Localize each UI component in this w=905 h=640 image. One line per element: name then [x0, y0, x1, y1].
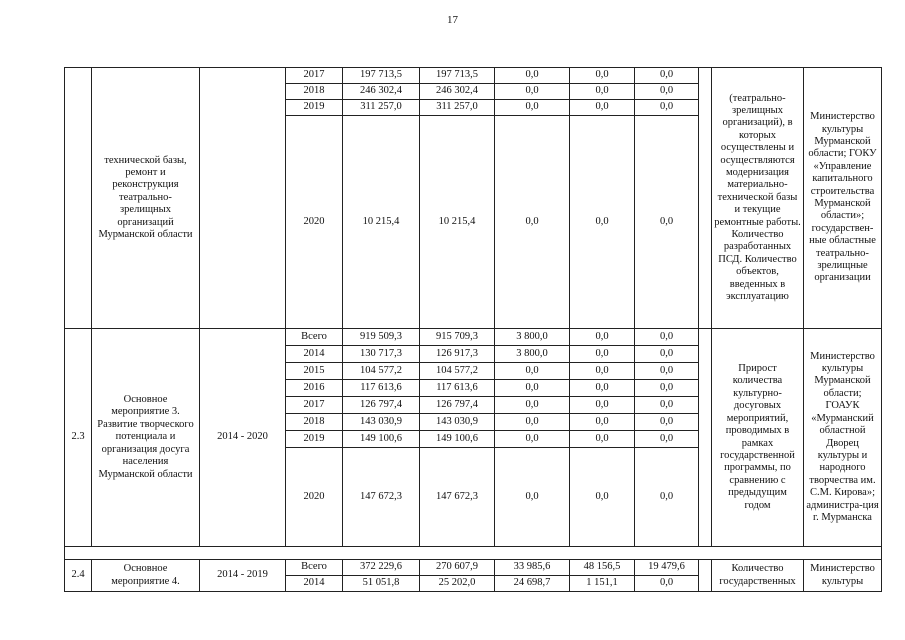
total-cell: 10 215,4 [343, 116, 420, 329]
table-gap [65, 547, 882, 560]
local-cell: 1 151,1 [570, 576, 635, 592]
executor-cell: Министерство культуры [804, 560, 882, 592]
regional-cell: 197 713,5 [420, 68, 495, 84]
program-table [64, 67, 882, 592]
total-cell: 919 509,3 [343, 329, 420, 346]
row-number-cell: 2.4 [65, 560, 92, 592]
total-cell: 372 229,6 [343, 560, 420, 576]
table-row [65, 68, 882, 84]
measure-name-cell: Основное мероприятие 4. [92, 560, 200, 592]
other-cell: 0,0 [635, 380, 699, 397]
regional-cell: 246 302,4 [420, 84, 495, 100]
result-cell: Прирост количества культурно-досуговых мероприятий, проводимых в рамках государственной программы, по сравнению с предыдущим годом [712, 329, 804, 547]
federal-cell: 0,0 [495, 397, 570, 414]
other-cell: 0,0 [635, 346, 699, 363]
total-cell: 117 613,6 [343, 380, 420, 397]
total-cell: 143 030,9 [343, 414, 420, 431]
total-cell: 246 302,4 [343, 84, 420, 100]
table-row [65, 560, 882, 576]
regional-cell: 126 917,3 [420, 346, 495, 363]
regional-cell: 147 672,3 [420, 448, 495, 547]
year-cell: 2019 [286, 431, 343, 448]
year-cell: 2017 [286, 68, 343, 84]
total-cell: 149 100,6 [343, 431, 420, 448]
regional-cell: 117 613,6 [420, 380, 495, 397]
local-cell: 0,0 [570, 84, 635, 100]
federal-cell: 0,0 [495, 431, 570, 448]
federal-cell: 3 800,0 [495, 329, 570, 346]
total-cell: 311 257,0 [343, 100, 420, 116]
spacer-cell [699, 329, 712, 547]
year-cell: Всего [286, 329, 343, 346]
total-cell: 147 672,3 [343, 448, 420, 547]
other-cell: 19 479,6 [635, 560, 699, 576]
total-cell: 126 797,4 [343, 397, 420, 414]
local-cell: 0,0 [570, 380, 635, 397]
local-cell: 0,0 [570, 363, 635, 380]
year-cell: 2018 [286, 414, 343, 431]
year-cell: 2020 [286, 448, 343, 547]
federal-cell: 0,0 [495, 363, 570, 380]
local-cell: 0,0 [570, 346, 635, 363]
regional-cell: 915 709,3 [420, 329, 495, 346]
regional-cell: 149 100,6 [420, 431, 495, 448]
regional-cell: 126 797,4 [420, 397, 495, 414]
row-number-cell [65, 68, 92, 329]
period-cell: 2014 - 2020 [200, 329, 286, 547]
other-cell: 0,0 [635, 329, 699, 346]
spacer-cell [699, 68, 712, 329]
period-cell: 2014 - 2019 [200, 560, 286, 592]
other-cell: 0,0 [635, 576, 699, 592]
regional-cell: 311 257,0 [420, 100, 495, 116]
year-cell: 2019 [286, 100, 343, 116]
regional-cell: 104 577,2 [420, 363, 495, 380]
local-cell: 0,0 [570, 414, 635, 431]
other-cell: 0,0 [635, 397, 699, 414]
federal-cell: 3 800,0 [495, 346, 570, 363]
federal-cell: 0,0 [495, 100, 570, 116]
result-cell: Количество государственных [712, 560, 804, 592]
executor-cell: Министерство культуры Мурманской области; ГОКУ «Управление капитального строительства Мурманской области»; государствен-ные областные театрально-зрелищные организации [804, 68, 882, 329]
other-cell: 0,0 [635, 448, 699, 547]
year-cell: 2016 [286, 380, 343, 397]
total-cell: 51 051,8 [343, 576, 420, 592]
year-cell: 2017 [286, 397, 343, 414]
page-number: 17 [447, 14, 458, 26]
year-cell: 2020 [286, 116, 343, 329]
regional-cell: 25 202,0 [420, 576, 495, 592]
year-cell: Всего [286, 560, 343, 576]
federal-cell: 0,0 [495, 414, 570, 431]
total-cell: 104 577,2 [343, 363, 420, 380]
other-cell: 0,0 [635, 116, 699, 329]
local-cell: 0,0 [570, 68, 635, 84]
regional-cell: 270 607,9 [420, 560, 495, 576]
period-cell [200, 68, 286, 329]
total-cell: 197 713,5 [343, 68, 420, 84]
local-cell: 48 156,5 [570, 560, 635, 576]
total-cell: 130 717,3 [343, 346, 420, 363]
federal-cell: 0,0 [495, 84, 570, 100]
spacer-cell [699, 560, 712, 592]
local-cell: 0,0 [570, 116, 635, 329]
other-cell: 0,0 [635, 84, 699, 100]
local-cell: 0,0 [570, 448, 635, 547]
row-number-cell: 2.3 [65, 329, 92, 547]
federal-cell: 0,0 [495, 68, 570, 84]
result-cell: (театрально-зрелищных организаций), в которых осуществлены и осуществляются модернизация материально-технической базы и текущие ремонтные работы. Количество разработанных ПСД. Количество объектов, введенных в эксплуатацию [712, 68, 804, 329]
executor-cell: Министерство культуры Мурманской области; ГОАУК «Мурманский областной Дворец культуры и народного творчества им. С.М. Кирова»; администра-ция г. Мурманска [804, 329, 882, 547]
local-cell: 0,0 [570, 397, 635, 414]
table-row [65, 329, 882, 346]
measure-name-cell: технической базы, ремонт и реконструкция театрально-зрелищных организаций Мурманской области [92, 68, 200, 329]
year-cell: 2014 [286, 346, 343, 363]
local-cell: 0,0 [570, 431, 635, 448]
other-cell: 0,0 [635, 414, 699, 431]
measure-name-cell: Основное мероприятие 3. Развитие творческого потенциала и организация досуга населения Мурманской области [92, 329, 200, 547]
federal-cell: 0,0 [495, 116, 570, 329]
year-cell: 2018 [286, 84, 343, 100]
year-cell: 2015 [286, 363, 343, 380]
year-cell: 2014 [286, 576, 343, 592]
regional-cell: 143 030,9 [420, 414, 495, 431]
other-cell: 0,0 [635, 68, 699, 84]
regional-cell: 10 215,4 [420, 116, 495, 329]
local-cell: 0,0 [570, 100, 635, 116]
federal-cell: 0,0 [495, 380, 570, 397]
other-cell: 0,0 [635, 431, 699, 448]
federal-cell: 0,0 [495, 448, 570, 547]
other-cell: 0,0 [635, 100, 699, 116]
federal-cell: 24 698,7 [495, 576, 570, 592]
local-cell: 0,0 [570, 329, 635, 346]
federal-cell: 33 985,6 [495, 560, 570, 576]
other-cell: 0,0 [635, 363, 699, 380]
